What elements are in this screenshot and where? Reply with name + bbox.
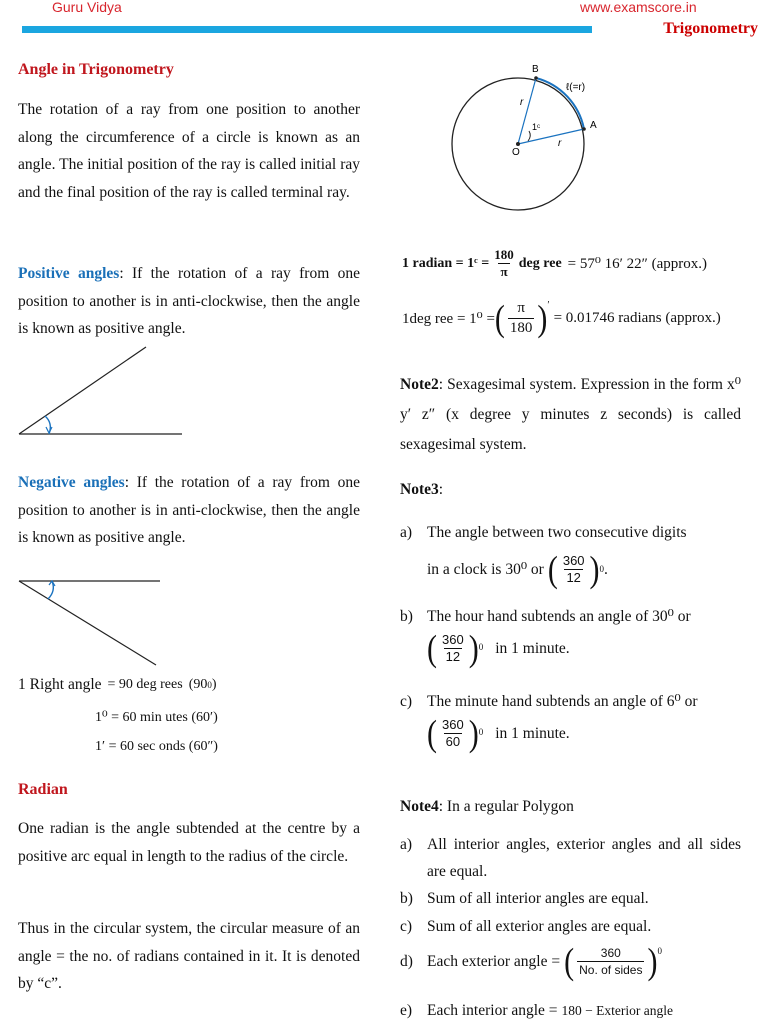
radian-equation <box>402 248 707 279</box>
degree-eq-num: π <box>517 300 525 316</box>
degree-eq-lhs: 1deg ree = 1⁰ = <box>402 311 495 327</box>
radian-definition: One radian is the angle subtended at the centre by a positive arc equal in length to the radius of the circle. <box>18 820 360 865</box>
note4-c-text: Sum of all exterior angles are equal. <box>427 918 652 935</box>
note2-label: Note2 <box>400 376 439 393</box>
note3-b-num: 360 <box>442 632 464 647</box>
radian-measure-paragraph: Thus in the circular system, the circular measure of an angle = the no. of radians contained in it. It is denoted by “c”. <box>18 920 360 992</box>
note3-heading <box>400 476 443 504</box>
note2-text: : Sexagesimal system. Expression in the form x⁰ y′ z″ (x degree y minutes z seconds) is called sexagesimal system. <box>400 376 741 453</box>
positive-angles-text: : If the rotation of a ray from one position to another is in anti-clockwise, then the angle is known as positive angle. <box>18 265 360 337</box>
right-angle-paren: (90 <box>188 677 208 692</box>
note3-a-den: 12 <box>566 570 581 585</box>
radian-eq-lhs: 1 radian = 1ᶜ = <box>402 255 490 271</box>
note4-d-text: Each exterior angle = <box>427 952 561 970</box>
radian-eq-den: π <box>500 264 508 279</box>
note4-c-marker: c) <box>400 918 413 935</box>
angle-label: 1ᶜ <box>532 122 541 132</box>
note3-c-marker: c) <box>400 693 413 710</box>
note3-a-marker: a) <box>400 524 413 541</box>
arc-length-label: ℓ(=r) <box>566 82 586 93</box>
radian-eq-num: 180 <box>494 247 514 262</box>
right-angle-value: = 90 deg rees <box>107 677 183 692</box>
note4-text: : In a regular Polygon <box>438 798 574 815</box>
note4-b-text: Sum of all interior angles are equal. <box>427 890 649 907</box>
degree-equation: 1deg ree = 1⁰ = ( $\frac{\pi}{180}$ ) ′ = 0.01746 radians (approx.) <box>402 297 721 339</box>
note3-label: Note3 <box>400 481 439 498</box>
note4-a-text: All interior angles, exterior angles and all sides are equal. <box>427 836 741 880</box>
note3-c-text: The minute hand subtends an angle of 6⁰ or <box>427 693 698 710</box>
note4-a-marker: a) <box>400 836 413 853</box>
note4-item-b <box>400 885 741 912</box>
note4-e-marker: e) <box>400 1002 413 1019</box>
brand-left: Guru Vidya <box>52 0 122 15</box>
note4-d-den: No. of sides <box>579 963 643 977</box>
note4-item-d: d) Each exterior angle = ( $\frac{360}{\text{No. of sides}}$ ) $^0$ <box>400 940 662 982</box>
radian-eq-rhs: = 57⁰ 16′ 22″ (approx.) <box>567 256 708 272</box>
radius-label-2: r <box>558 138 562 149</box>
negative-angle-figure <box>16 577 166 669</box>
note4-e-text: Each interior angle = <box>427 1002 558 1019</box>
note3-a-num: 360 <box>562 553 585 568</box>
note4-item-c <box>400 913 741 940</box>
right-angle-label: 1 Right angle <box>18 676 102 693</box>
note4-e-rhs: 180 − Exterior angle <box>561 1003 674 1018</box>
point-o-label: O <box>512 147 520 158</box>
note4-b-marker: b) <box>400 890 413 907</box>
radian-eq-unit: deg ree <box>518 255 562 271</box>
note3-c-den: 60 <box>445 734 461 749</box>
degree-minutes-line: 1⁰ = 60 min utes (60′) <box>95 710 218 725</box>
note3-c-tail: in 1 minute. <box>495 724 570 742</box>
right-angle-line: 1 Right angle = 90 deg rees (90 0 ) <box>18 676 217 693</box>
degree-eq-rhs: = 0.01746 radians (approx.) <box>553 310 721 326</box>
radian-title: Radian <box>18 781 68 798</box>
note3-item-b: b) The hour hand subtends an angle of 30⁰ or ( $\frac{360}{12}$ ) 0 in 1 minute. <box>400 603 741 664</box>
negative-angles-term: Negative angles <box>18 474 125 491</box>
note3-item-c: c) The minute hand subtends an angle of 6⁰ or ( $\frac{360}{60}$ ) 0 in 1 minute. <box>400 688 741 749</box>
note4-label: Note4 <box>400 798 439 815</box>
negative-angles-paragraph <box>18 469 360 552</box>
radius-label-1: r <box>520 97 524 108</box>
note2-paragraph <box>400 370 741 460</box>
header-bar <box>22 26 592 33</box>
note4-heading <box>400 793 574 821</box>
brand-url: www.examscore.in <box>580 0 697 15</box>
note3-b-den: 12 <box>445 649 461 664</box>
note4-item-e <box>400 1002 750 1020</box>
note3-a-text: The angle between two consecutive digits <box>427 524 687 541</box>
positive-angles-term: Positive angles <box>18 265 120 282</box>
minute-seconds-line: 1′ = 60 sec onds (60″) <box>95 739 218 754</box>
note3-item-a: a) The angle between two consecutive digits in a clock is 30⁰ or ( $\frac{360}{12}$ ) 0 . <box>400 518 741 585</box>
positive-angle-figure <box>16 343 186 439</box>
point-b-label: B <box>532 64 539 75</box>
note4-d-marker: d) <box>400 952 413 970</box>
negative-angles-text: : If the rotation of a ray from one position to another is in anti-clockwise, then the angle is known as positive angle. <box>18 474 361 546</box>
intro-paragraph: The rotation of a ray from one position to another along the circumference of a circle is known as an angle. The initial position of the ray is called initial ray and the final position of the ray is called terminal ray. <box>18 101 360 201</box>
note3-colon: : <box>438 481 444 498</box>
note3-b-tail: in 1 minute. <box>495 639 570 657</box>
note4-item-a <box>400 831 741 885</box>
note4-d-num: 360 <box>600 946 621 960</box>
positive-angles-paragraph <box>18 260 360 343</box>
note3-b-text: The hour hand subtends an angle of 30⁰ or <box>427 608 691 625</box>
degree-eq-den: 180 <box>509 320 533 336</box>
note3-b-marker: b) <box>400 608 413 625</box>
note3-c-num: 360 <box>442 717 464 732</box>
topic-title: Trigonometry <box>663 20 758 37</box>
radian-circle-figure <box>448 60 618 220</box>
point-a-label: A <box>590 120 597 131</box>
section-title: Angle in Trigonometry <box>18 61 174 78</box>
note3-a-text2: in a clock is 30⁰ or <box>427 560 544 578</box>
